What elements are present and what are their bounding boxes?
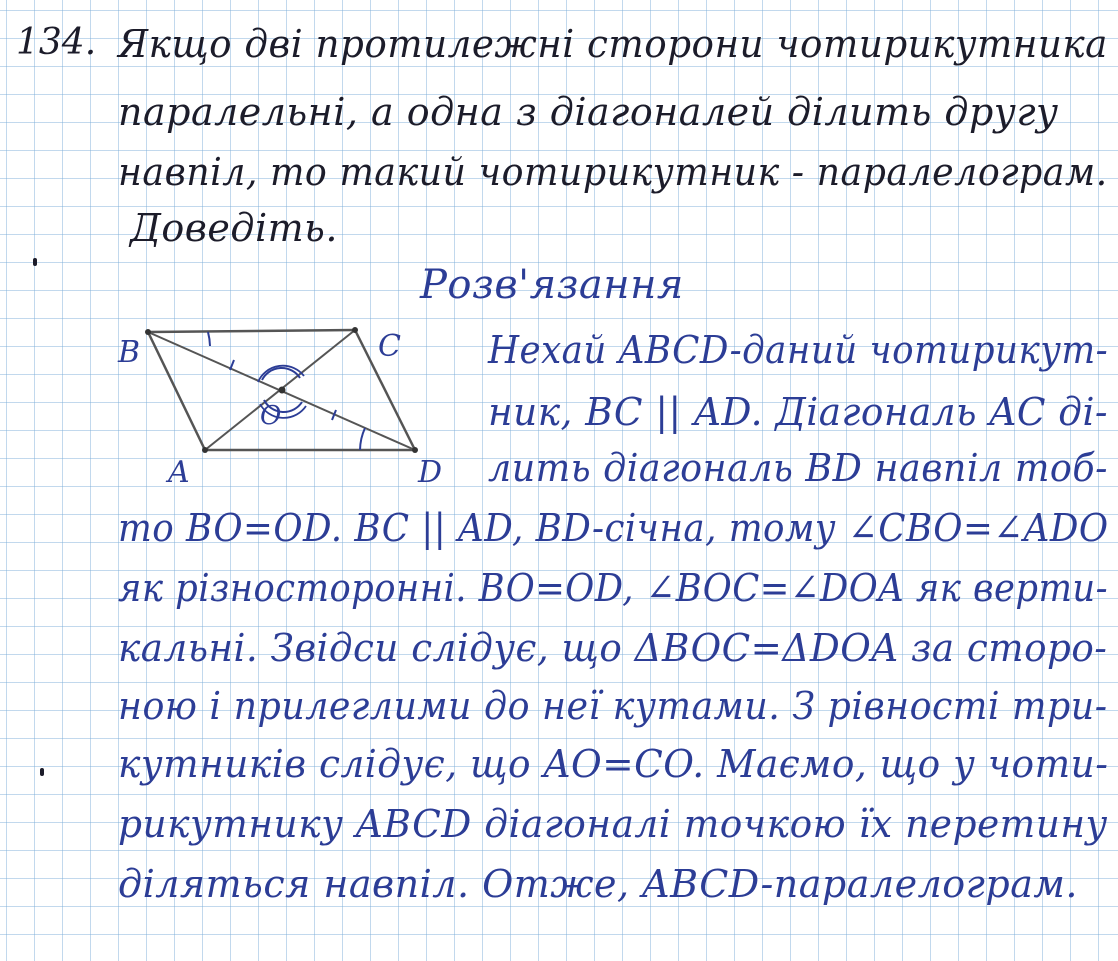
vertex-a-dot — [202, 447, 208, 453]
side-bc — [148, 330, 355, 332]
solution-line-1: Нехай ABCD-даний чотирикут- — [488, 328, 1109, 372]
solution-line-7: ною і прилеглими до неї кутами. З рівності три- — [118, 684, 1108, 728]
solution-title: Розв'язання — [420, 262, 684, 308]
solution-line-2: ник, BC || AD. Діагональ AC ді- — [488, 390, 1109, 434]
label-d: D — [418, 455, 443, 490]
solution-line-8: кутників слідує, що AO=CO. Маємо, що у чоти- — [118, 742, 1109, 786]
solution-line-5: як різносторонні. BO=OD, ∠BOC=∠DOA як верти- — [118, 566, 1109, 610]
parallelogram-figure — [110, 300, 470, 500]
solution-line-3: лить діагональ BD навпіл тоб- — [488, 446, 1108, 490]
margin-dot-2 — [40, 768, 44, 776]
vertex-c-dot — [352, 327, 358, 333]
vertex-b-dot — [145, 329, 151, 335]
problem-number: 134. — [16, 22, 97, 63]
problem-line-2: паралельні, а одна з діагоналей ділить другу — [118, 90, 1059, 134]
label-a: A — [168, 455, 190, 490]
margin-dot-1 — [33, 258, 37, 266]
label-c: C — [378, 329, 401, 364]
intersection-o-dot — [279, 387, 286, 394]
solution-line-4: то BO=OD. BC || AD, BD-січна, тому ∠CBO=∠ADO — [118, 506, 1109, 550]
problem-line-3: навпіл, то такий чотирикутник - паралелограм. — [118, 150, 1108, 194]
problem-line-1: Якщо дві протилежні сторони чотирикутника — [118, 22, 1108, 66]
label-o: O — [260, 401, 282, 431]
problem-line-4: Доведіть. — [130, 206, 338, 250]
solution-line-10: діляться навпіл. Отже, ABCD-паралелограм. — [118, 862, 1078, 906]
label-b: B — [118, 335, 141, 370]
angle-ado-mark — [360, 428, 365, 450]
vertex-d-dot — [412, 447, 418, 453]
angle-cbo-mark — [208, 332, 210, 346]
side-ab — [148, 332, 205, 450]
solution-line-6: кальні. Звідси слідує, що ΔBOC=ΔDOA за сторо- — [118, 626, 1108, 670]
solution-line-9: рикутнику ABCD діагоналі точкою їх перетину — [118, 802, 1108, 846]
